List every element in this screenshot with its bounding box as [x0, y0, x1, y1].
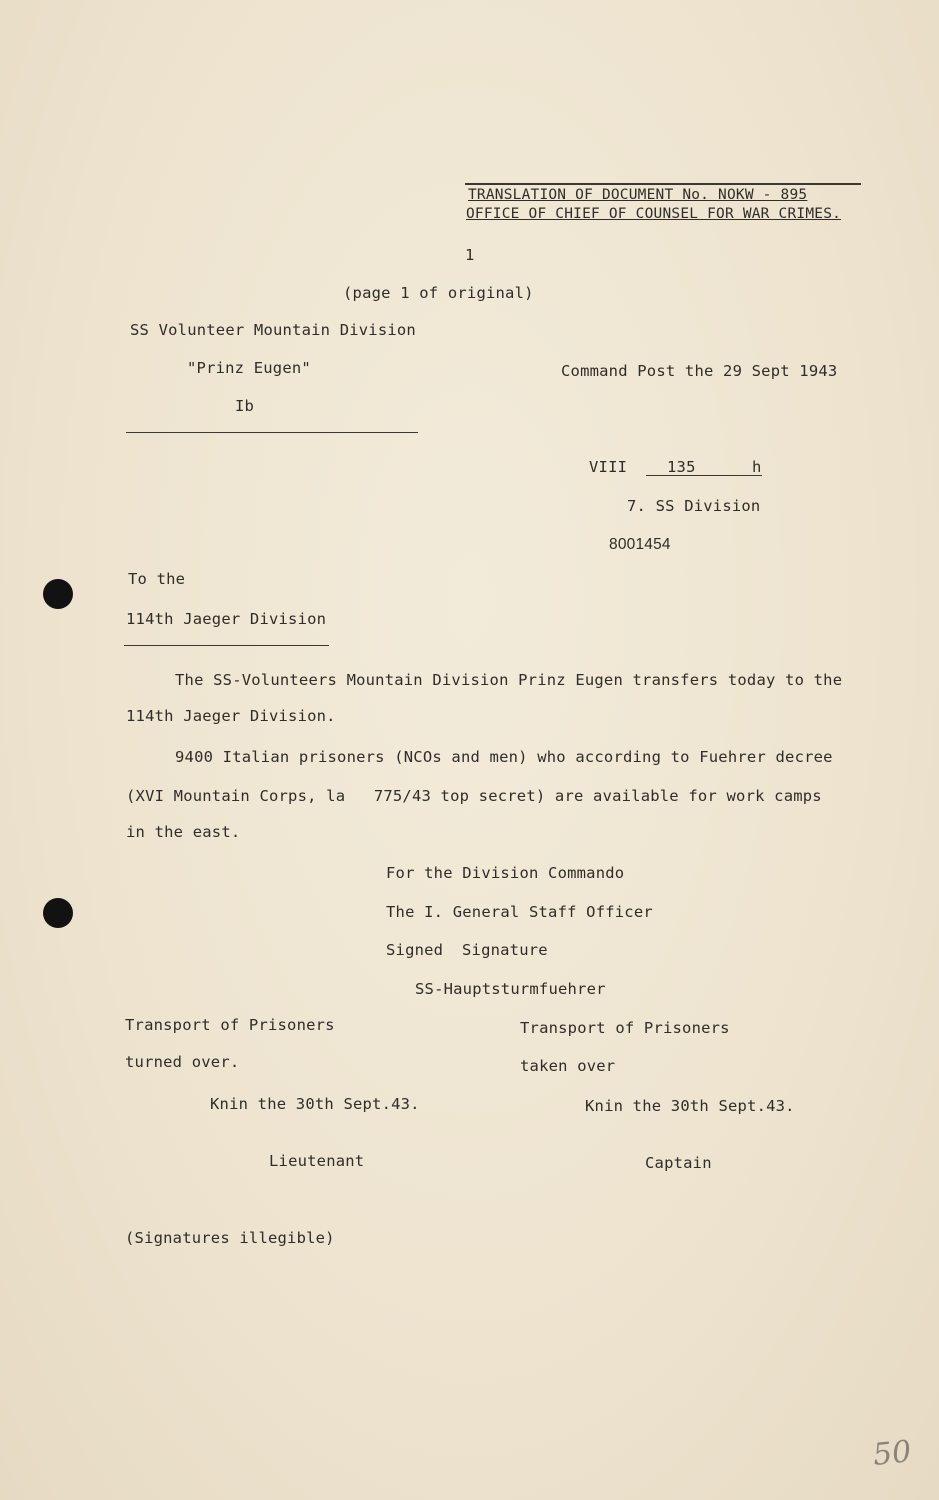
punch-hole-bottom — [43, 898, 73, 928]
signoff-for: For the Division Commando — [386, 864, 625, 882]
right-taken-over: taken over — [520, 1057, 616, 1075]
signoff-signed: Signed — [386, 941, 444, 959]
sender-section: Ib — [235, 397, 255, 415]
signoff-rank: SS-Hauptsturmfuehrer — [415, 980, 606, 998]
ref-underline — [646, 475, 762, 476]
left-place-date: Knin the 30th Sept.43. — [210, 1095, 420, 1113]
left-transport: Transport of Prisoners — [125, 1016, 335, 1034]
signatures-illegible-note: (Signatures illegible) — [125, 1229, 335, 1247]
body-p1-line2: 114th Jaeger Division. — [126, 707, 336, 725]
handwritten-page-number: 50 — [871, 1434, 913, 1473]
sender-division: SS Volunteer Mountain Division — [130, 321, 416, 339]
punch-hole-top — [43, 579, 73, 609]
header-top-rule — [465, 183, 861, 185]
recipient-division: 114th Jaeger Division — [126, 610, 327, 628]
sender-division-name: "Prinz Eugen" — [187, 359, 311, 377]
page-number-typed: 1 — [465, 246, 475, 264]
body-p2-line3: in the east. — [126, 823, 241, 841]
left-rank: Lieutenant — [269, 1152, 365, 1170]
right-place-date: Knin the 30th Sept.43. — [585, 1097, 795, 1115]
left-turned-over: turned over. — [125, 1053, 240, 1071]
sender-rule — [126, 432, 418, 433]
ref-code: 8001454 — [609, 536, 671, 553]
ref-division: 7. SS Division — [627, 497, 761, 515]
body-p1-line1: The SS-Volunteers Mountain Division Prinz Eugen transfers today to the — [175, 671, 843, 689]
signoff-officer: The I. General Staff Officer — [386, 903, 653, 921]
body-p2-line1: 9400 Italian prisoners (NCOs and men) who according to Fuehrer decree — [175, 748, 833, 766]
recipient-to: To the — [128, 570, 186, 588]
header-office-line: OFFICE OF CHIEF OF COUNSEL FOR WAR CRIMES. — [466, 206, 842, 222]
command-post-date: Command Post the 29 Sept 1943 — [561, 362, 838, 380]
signoff-signature: Signature — [462, 941, 548, 959]
ref-viii: VIII — [589, 458, 628, 476]
right-rank: Captain — [645, 1154, 712, 1172]
ref-number: 135 — [667, 458, 696, 476]
right-transport: Transport of Prisoners — [520, 1019, 730, 1037]
ref-h: h — [752, 458, 762, 476]
page-of-original: (page 1 of original) — [343, 284, 534, 302]
header-translation-line: TRANSLATION OF DOCUMENT No. NOKW - 895 — [468, 187, 808, 203]
body-p2-line2: (XVI Mountain Corps, la 775/43 top secret) are available for work camps — [126, 787, 822, 805]
recipient-rule — [124, 645, 329, 646]
